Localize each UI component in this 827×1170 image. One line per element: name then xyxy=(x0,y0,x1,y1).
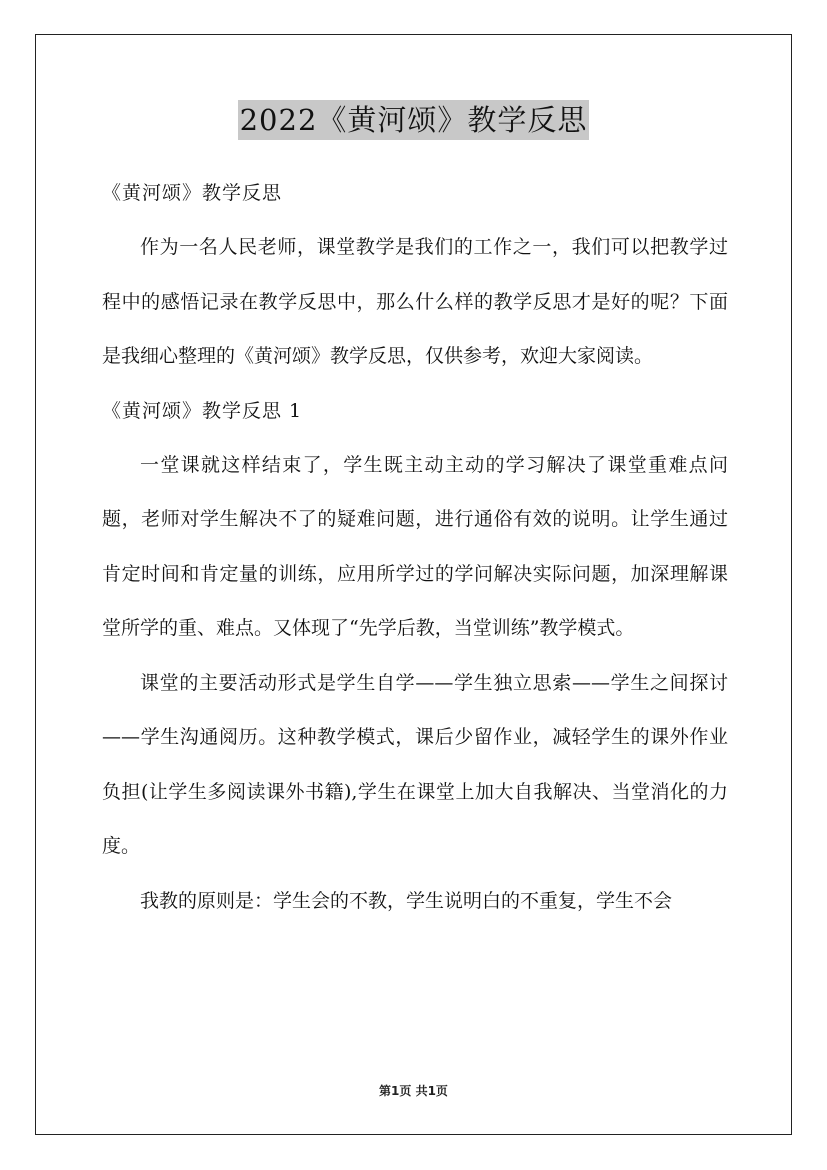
page-number: 第1页 共1页 xyxy=(379,1084,448,1098)
paragraph: 我教的原则是：学生会的不教，学生说明白的不重复，学生不会 xyxy=(140,889,673,912)
title-container xyxy=(0,100,827,140)
paragraph: 课堂的主要活动形式是学生自学——学生独立思索——学生之间探讨——学生沟通阅历。这种教学模式，课后少留作业，减轻学生的课外作业负担(让学生多阅读课外书籍),学生在课堂上加大自我解决、当堂消化的力度。 xyxy=(102,671,728,857)
page-footer xyxy=(0,1082,827,1099)
document-body xyxy=(102,166,728,928)
paragraph: 作为一名人民老师，课堂教学是我们的工作之一，我们可以把教学过程中的感悟记录在教学反思中，那么什么样的教学反思才是好的呢？下面是我细心整理的《黄河颂》教学反思，仅供参考，欢迎大家阅读。 xyxy=(102,236,728,367)
paragraph: 一堂课就这样结束了，学生既主动主动的学习解决了课堂重难点问题，老师对学生解决不了的疑难问题，进行通俗有效的说明。让学生通过肯定时间和肯定量的训练，应用所学过的学问解决实际问题，加深理解课堂所学的重、难点。又体现了“先学后教，当堂训练”教学模式。 xyxy=(102,453,728,639)
section-heading: 《黄河颂》教学反思 xyxy=(102,182,283,204)
document-title: 2022《黄河颂》教学反思 xyxy=(238,100,590,140)
section-heading: 《黄河颂》教学反思 1 xyxy=(102,399,303,422)
